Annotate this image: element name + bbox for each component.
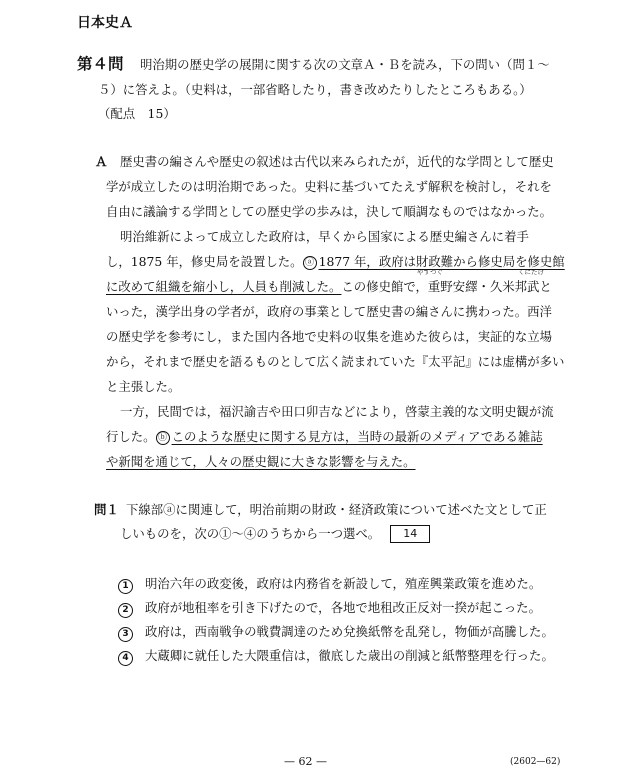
underlined-text-b: このような歴史に関する見方は，当時の最新のメディアである雑誌: [171, 429, 543, 444]
document-code: (2602—62): [510, 757, 561, 767]
passage-line-with-underline-b: [106, 427, 543, 445]
passage-line: から，それまで歴史を語るものとして広く読まれていた『太平記』には虚構が多い: [106, 354, 565, 369]
option-4[interactable]: [118, 646, 554, 666]
subquestion-line1: 下線部ⓐに関連して，明治前期の財政・経済政策について述べた文として正: [126, 502, 547, 517]
question-number: 第４問: [77, 55, 124, 73]
option-1[interactable]: [118, 574, 541, 594]
marker-b: ⓑ: [156, 431, 170, 445]
ruby-yasutsugu: やすつぐ: [417, 268, 443, 276]
option-text: 大蔵卿に就任した大隈重信は，徹底した歳出の削減と紙幣整理を行った。: [144, 648, 554, 663]
underlined-text-a: 1877 年，政府は財政難から修史局を修史館: [318, 254, 565, 269]
passage-line: 明治維新によって成立した政府は，早くから国家による歴史編さんに着手: [120, 229, 529, 244]
passage-label: Ａ: [95, 154, 108, 169]
question-intro-line2: ５）に答えよ。（史料は，一部省略したり，書き改めたりしたところもある。）: [98, 82, 532, 97]
option-3[interactable]: [118, 622, 554, 642]
subquestion-label: 問１: [94, 502, 119, 517]
option-number: 2: [118, 603, 133, 618]
underlined-text-a-cont: に改めて組織を縮小し，人員も削減した。: [106, 279, 342, 294]
passage-line: 一方，民間では，福沢諭吉や田口卯吉などにより，啓蒙主義的な文明史観が流: [120, 404, 554, 419]
passage-line: 歴史書の編さんや歴史の叙述は古代以来みられたが，近代的な学問として歴史: [120, 154, 554, 169]
passage-line-with-ruby: [106, 277, 552, 295]
ruby-kunitake: くにたけ: [518, 268, 544, 276]
passage-line-with-underline-a: [106, 252, 565, 270]
underlined-text-b-cont: や新聞を通じて，人々の歴史観に大きな影響を与えた。: [106, 454, 416, 469]
answer-box: 14: [390, 525, 430, 543]
section-header: 日本史Ａ: [77, 15, 133, 31]
marker-a: ⓐ: [303, 256, 317, 270]
passage-line: 自由に議論する学問としての歴史学の歩みは，決して順調なものではなかった。: [106, 204, 553, 219]
option-number: 3: [118, 627, 133, 642]
option-number: 1: [118, 579, 133, 594]
subquestion-text: しいものを，次の①～④のうちから一つ選べ。: [120, 526, 381, 541]
option-text: 政府は，西南戦争の戦費調達のため兌換紙幣を乱発し，物価が高騰した。: [144, 624, 554, 639]
option-2[interactable]: [118, 598, 541, 618]
passage-text: 行した。: [106, 429, 156, 444]
option-text: 政府が地租率を引き下げたので，各地で地租改正反対一揆が起こった。: [144, 600, 541, 615]
page-number: — 62 —: [284, 755, 327, 768]
passage-line: と主張した。: [106, 379, 181, 394]
option-text: 明治六年の政変後，政府は内務省を新設して，殖産興業政策を進めた。: [144, 576, 542, 591]
passage-line: いった，漢学出身の学者が，政府の事業として歴史書の編さんに携わった。西洋: [106, 304, 552, 319]
question-points: （配点 15）: [98, 106, 176, 121]
question-intro-line1: 明治期の歴史学の展開に関する次の文章Ａ・Ｂを読み，下の問い（問１～: [140, 57, 550, 72]
passage-line: の歴史学を参考にし，また国内各地で史料の収集を進めた彼らは，実証的な立場: [106, 329, 553, 344]
passage-line: し，1875 年，修史局を設置した。: [106, 254, 303, 269]
subquestion-line2: [120, 524, 430, 543]
option-number: 4: [118, 651, 133, 666]
passage-line: 学が成立したのは明治期であった。史料に基づいてたえず解釈を検討し，それを: [106, 179, 552, 194]
passage-line: [106, 452, 416, 470]
passage-text: この修史館で，重野安繹・久米邦武と: [341, 279, 552, 294]
